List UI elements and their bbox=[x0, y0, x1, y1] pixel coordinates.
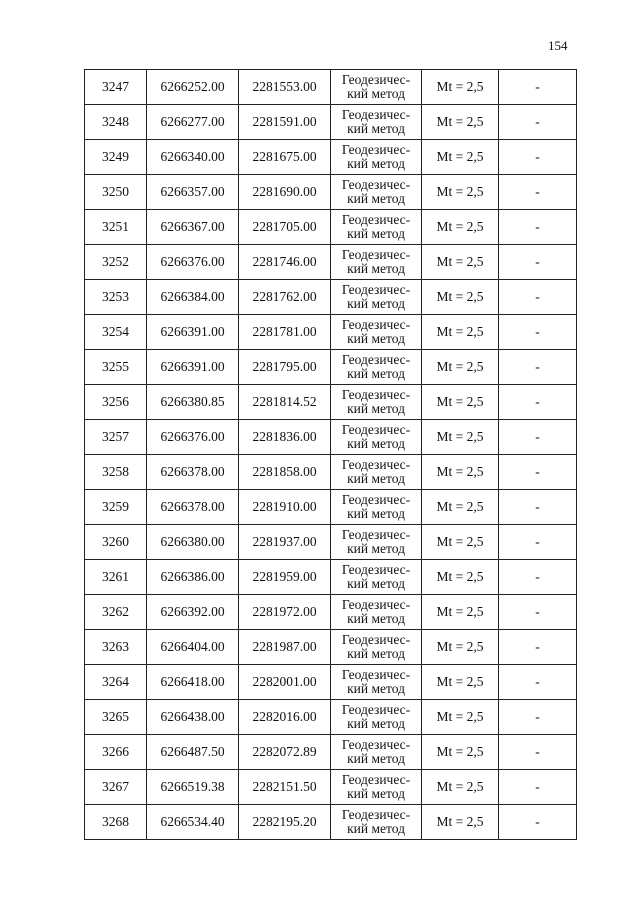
point-number-cell: 3263 bbox=[85, 630, 147, 665]
accuracy-cell: Mt = 2,5 bbox=[422, 665, 499, 700]
note-cell: - bbox=[499, 350, 577, 385]
x-coordinate-cell: 6266367.00 bbox=[147, 210, 239, 245]
method-line-1: Геодезичес- bbox=[341, 527, 411, 542]
method-line-2: кий метод bbox=[347, 681, 405, 696]
table-row bbox=[85, 805, 577, 840]
method-cell bbox=[331, 735, 422, 770]
table-row bbox=[85, 630, 577, 665]
method-cell bbox=[331, 350, 422, 385]
x-coordinate-cell: 6266534.40 bbox=[147, 805, 239, 840]
table-row bbox=[85, 770, 577, 805]
x-coordinate-cell: 6266519.38 bbox=[147, 770, 239, 805]
y-coordinate-cell: 2281959.00 bbox=[239, 560, 331, 595]
method-cell bbox=[331, 140, 422, 175]
table-row bbox=[85, 595, 577, 630]
point-number-cell: 3253 bbox=[85, 280, 147, 315]
y-coordinate-cell: 2281781.00 bbox=[239, 315, 331, 350]
method-line-2: кий метод bbox=[347, 611, 405, 626]
x-coordinate-cell: 6266418.00 bbox=[147, 665, 239, 700]
point-number-cell: 3258 bbox=[85, 455, 147, 490]
method-cell bbox=[331, 105, 422, 140]
y-coordinate-cell: 2281795.00 bbox=[239, 350, 331, 385]
x-coordinate-cell: 6266376.00 bbox=[147, 245, 239, 280]
accuracy-cell: Mt = 2,5 bbox=[422, 630, 499, 665]
accuracy-cell: Mt = 2,5 bbox=[422, 805, 499, 840]
note-cell: - bbox=[499, 385, 577, 420]
point-number-cell: 3261 bbox=[85, 560, 147, 595]
method-line-2: кий метод bbox=[347, 821, 405, 836]
method-line-1: Геодезичес- bbox=[341, 597, 411, 612]
table-row bbox=[85, 280, 577, 315]
table-row bbox=[85, 665, 577, 700]
method-line-1: Геодезичес- bbox=[341, 562, 411, 577]
note-cell: - bbox=[499, 140, 577, 175]
method-line-2: кий метод bbox=[347, 156, 405, 171]
point-number-cell: 3250 bbox=[85, 175, 147, 210]
accuracy-cell: Mt = 2,5 bbox=[422, 315, 499, 350]
table-row bbox=[85, 385, 577, 420]
point-number-cell: 3260 bbox=[85, 525, 147, 560]
y-coordinate-cell: 2282001.00 bbox=[239, 665, 331, 700]
note-cell: - bbox=[499, 770, 577, 805]
method-line-2: кий метод bbox=[347, 751, 405, 766]
point-number-cell: 3268 bbox=[85, 805, 147, 840]
y-coordinate-cell: 2281814.52 bbox=[239, 385, 331, 420]
accuracy-cell: Mt = 2,5 bbox=[422, 280, 499, 315]
method-line-2: кий метод bbox=[347, 646, 405, 661]
page-number: 154 bbox=[548, 38, 568, 53]
y-coordinate-cell: 2281591.00 bbox=[239, 105, 331, 140]
method-line-1: Геодезичес- bbox=[341, 422, 411, 437]
point-number-cell: 3257 bbox=[85, 420, 147, 455]
y-coordinate-cell: 2281937.00 bbox=[239, 525, 331, 560]
method-line-1: Геодезичес- bbox=[341, 667, 411, 682]
method-line-1: Геодезичес- bbox=[341, 177, 411, 192]
accuracy-cell: Mt = 2,5 bbox=[422, 385, 499, 420]
table-row bbox=[85, 105, 577, 140]
method-line-1: Геодезичес- bbox=[341, 142, 411, 157]
point-number-cell: 3252 bbox=[85, 245, 147, 280]
method-line-2: кий метод bbox=[347, 226, 405, 241]
y-coordinate-cell: 2282195.20 bbox=[239, 805, 331, 840]
x-coordinate-cell: 6266392.00 bbox=[147, 595, 239, 630]
table-row bbox=[85, 700, 577, 735]
method-cell bbox=[331, 490, 422, 525]
note-cell: - bbox=[499, 490, 577, 525]
point-number-cell: 3256 bbox=[85, 385, 147, 420]
y-coordinate-cell: 2281972.00 bbox=[239, 595, 331, 630]
method-cell bbox=[331, 770, 422, 805]
note-cell: - bbox=[499, 210, 577, 245]
method-line-1: Геодезичес- bbox=[341, 317, 411, 332]
x-coordinate-cell: 6266404.00 bbox=[147, 630, 239, 665]
accuracy-cell: Mt = 2,5 bbox=[422, 700, 499, 735]
note-cell: - bbox=[499, 455, 577, 490]
accuracy-cell: Mt = 2,5 bbox=[422, 735, 499, 770]
y-coordinate-cell: 2281675.00 bbox=[239, 140, 331, 175]
method-line-1: Геодезичес- bbox=[341, 737, 411, 752]
note-cell: - bbox=[499, 245, 577, 280]
method-cell bbox=[331, 630, 422, 665]
accuracy-cell: Mt = 2,5 bbox=[422, 525, 499, 560]
y-coordinate-cell: 2281705.00 bbox=[239, 210, 331, 245]
point-number-cell: 3262 bbox=[85, 595, 147, 630]
table-row bbox=[85, 455, 577, 490]
method-cell bbox=[331, 700, 422, 735]
method-line-1: Геодезичес- bbox=[341, 807, 411, 822]
x-coordinate-cell: 6266380.85 bbox=[147, 385, 239, 420]
method-line-2: кий метод bbox=[347, 506, 405, 521]
method-cell bbox=[331, 560, 422, 595]
x-coordinate-cell: 6266277.00 bbox=[147, 105, 239, 140]
method-line-2: кий метод bbox=[347, 436, 405, 451]
method-line-1: Геодезичес- bbox=[341, 282, 411, 297]
method-cell bbox=[331, 420, 422, 455]
method-line-2: кий метод bbox=[347, 786, 405, 801]
y-coordinate-cell: 2282151.50 bbox=[239, 770, 331, 805]
note-cell: - bbox=[499, 595, 577, 630]
method-line-1: Геодезичес- bbox=[341, 492, 411, 507]
y-coordinate-cell: 2281762.00 bbox=[239, 280, 331, 315]
table-row bbox=[85, 560, 577, 595]
method-cell bbox=[331, 245, 422, 280]
note-cell: - bbox=[499, 630, 577, 665]
method-line-1: Геодезичес- bbox=[341, 457, 411, 472]
method-line-1: Геодезичес- bbox=[341, 387, 411, 402]
note-cell: - bbox=[499, 175, 577, 210]
x-coordinate-cell: 6266252.00 bbox=[147, 70, 239, 105]
note-cell: - bbox=[499, 280, 577, 315]
accuracy-cell: Mt = 2,5 bbox=[422, 140, 499, 175]
accuracy-cell: Mt = 2,5 bbox=[422, 595, 499, 630]
method-cell bbox=[331, 805, 422, 840]
x-coordinate-cell: 6266386.00 bbox=[147, 560, 239, 595]
method-line-1: Геодезичес- bbox=[341, 702, 411, 717]
method-line-2: кий метод bbox=[347, 86, 405, 101]
method-line-1: Геодезичес- bbox=[341, 107, 411, 122]
table-row bbox=[85, 525, 577, 560]
y-coordinate-cell: 2282072.89 bbox=[239, 735, 331, 770]
coordinates-table-body bbox=[85, 70, 577, 840]
x-coordinate-cell: 6266357.00 bbox=[147, 175, 239, 210]
accuracy-cell: Mt = 2,5 bbox=[422, 560, 499, 595]
x-coordinate-cell: 6266378.00 bbox=[147, 455, 239, 490]
accuracy-cell: Mt = 2,5 bbox=[422, 175, 499, 210]
x-coordinate-cell: 6266380.00 bbox=[147, 525, 239, 560]
x-coordinate-cell: 6266438.00 bbox=[147, 700, 239, 735]
method-line-2: кий метод bbox=[347, 576, 405, 591]
accuracy-cell: Mt = 2,5 bbox=[422, 105, 499, 140]
accuracy-cell: Mt = 2,5 bbox=[422, 245, 499, 280]
point-number-cell: 3251 bbox=[85, 210, 147, 245]
method-line-1: Геодезичес- bbox=[341, 247, 411, 262]
method-line-2: кий метод bbox=[347, 121, 405, 136]
note-cell: - bbox=[499, 70, 577, 105]
note-cell: - bbox=[499, 420, 577, 455]
accuracy-cell: Mt = 2,5 bbox=[422, 210, 499, 245]
point-number-cell: 3249 bbox=[85, 140, 147, 175]
method-line-2: кий метод bbox=[347, 541, 405, 556]
table-row bbox=[85, 350, 577, 385]
point-number-cell: 3247 bbox=[85, 70, 147, 105]
method-line-2: кий метод bbox=[347, 366, 405, 381]
y-coordinate-cell: 2281746.00 bbox=[239, 245, 331, 280]
point-number-cell: 3267 bbox=[85, 770, 147, 805]
accuracy-cell: Mt = 2,5 bbox=[422, 770, 499, 805]
point-number-cell: 3255 bbox=[85, 350, 147, 385]
y-coordinate-cell: 2281553.00 bbox=[239, 70, 331, 105]
note-cell: - bbox=[499, 735, 577, 770]
method-line-1: Геодезичес- bbox=[341, 772, 411, 787]
y-coordinate-cell: 2281858.00 bbox=[239, 455, 331, 490]
method-cell bbox=[331, 175, 422, 210]
table-row bbox=[85, 70, 577, 105]
method-cell bbox=[331, 210, 422, 245]
note-cell: - bbox=[499, 665, 577, 700]
note-cell: - bbox=[499, 700, 577, 735]
y-coordinate-cell: 2281836.00 bbox=[239, 420, 331, 455]
method-line-2: кий метод bbox=[347, 401, 405, 416]
accuracy-cell: Mt = 2,5 bbox=[422, 490, 499, 525]
point-number-cell: 3266 bbox=[85, 735, 147, 770]
method-line-2: кий метод bbox=[347, 331, 405, 346]
table-row bbox=[85, 420, 577, 455]
y-coordinate-cell: 2281987.00 bbox=[239, 630, 331, 665]
method-line-2: кий метод bbox=[347, 716, 405, 731]
method-cell bbox=[331, 280, 422, 315]
method-line-2: кий метод bbox=[347, 261, 405, 276]
method-line-1: Геодезичес- bbox=[341, 212, 411, 227]
accuracy-cell: Mt = 2,5 bbox=[422, 420, 499, 455]
y-coordinate-cell: 2281910.00 bbox=[239, 490, 331, 525]
note-cell: - bbox=[499, 315, 577, 350]
table-row bbox=[85, 245, 577, 280]
note-cell: - bbox=[499, 805, 577, 840]
point-number-cell: 3264 bbox=[85, 665, 147, 700]
point-number-cell: 3248 bbox=[85, 105, 147, 140]
x-coordinate-cell: 6266378.00 bbox=[147, 490, 239, 525]
method-cell bbox=[331, 595, 422, 630]
point-number-cell: 3254 bbox=[85, 315, 147, 350]
note-cell: - bbox=[499, 105, 577, 140]
x-coordinate-cell: 6266391.00 bbox=[147, 350, 239, 385]
method-cell bbox=[331, 665, 422, 700]
method-line-1: Геодезичес- bbox=[341, 352, 411, 367]
method-line-1: Геодезичес- bbox=[341, 632, 411, 647]
x-coordinate-cell: 6266487.50 bbox=[147, 735, 239, 770]
y-coordinate-cell: 2281690.00 bbox=[239, 175, 331, 210]
method-line-2: кий метод bbox=[347, 296, 405, 311]
table-row bbox=[85, 210, 577, 245]
accuracy-cell: Mt = 2,5 bbox=[422, 455, 499, 490]
note-cell: - bbox=[499, 525, 577, 560]
table-row bbox=[85, 175, 577, 210]
point-number-cell: 3259 bbox=[85, 490, 147, 525]
accuracy-cell: Mt = 2,5 bbox=[422, 350, 499, 385]
x-coordinate-cell: 6266391.00 bbox=[147, 315, 239, 350]
method-cell bbox=[331, 70, 422, 105]
table-row bbox=[85, 140, 577, 175]
x-coordinate-cell: 6266376.00 bbox=[147, 420, 239, 455]
coordinates-table bbox=[84, 69, 577, 840]
method-line-1: Геодезичес- bbox=[341, 72, 411, 87]
x-coordinate-cell: 6266340.00 bbox=[147, 140, 239, 175]
point-number-cell: 3265 bbox=[85, 700, 147, 735]
note-cell: - bbox=[499, 560, 577, 595]
accuracy-cell: Mt = 2,5 bbox=[422, 70, 499, 105]
x-coordinate-cell: 6266384.00 bbox=[147, 280, 239, 315]
method-cell bbox=[331, 385, 422, 420]
table-row bbox=[85, 735, 577, 770]
method-cell bbox=[331, 315, 422, 350]
table-row bbox=[85, 315, 577, 350]
table-row bbox=[85, 490, 577, 525]
method-line-2: кий метод bbox=[347, 191, 405, 206]
method-line-2: кий метод bbox=[347, 471, 405, 486]
method-cell bbox=[331, 525, 422, 560]
y-coordinate-cell: 2282016.00 bbox=[239, 700, 331, 735]
method-cell bbox=[331, 455, 422, 490]
